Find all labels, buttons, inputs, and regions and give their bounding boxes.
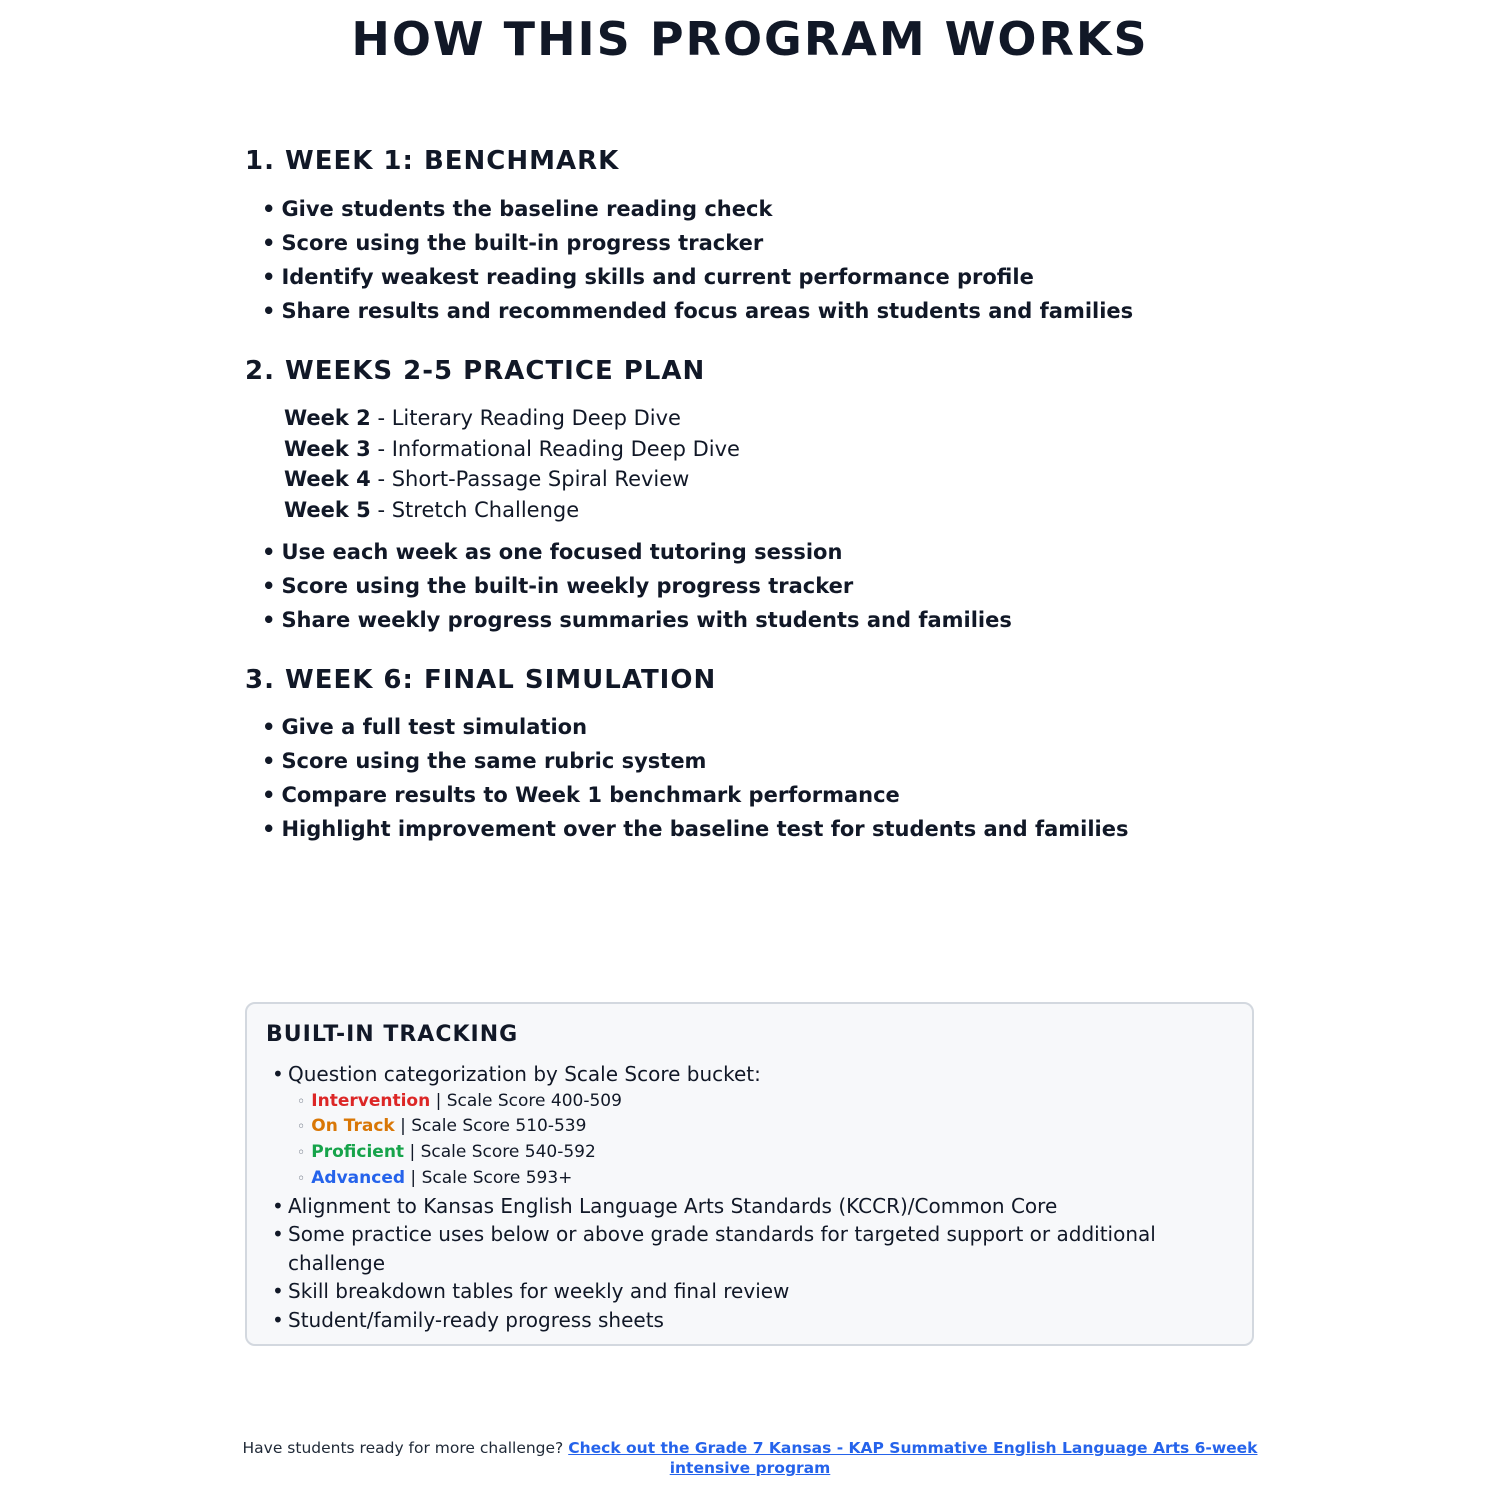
bullet-icon: • [262, 574, 276, 598]
list-item: • Some practice uses below or above grade standards for targeted support or additional challenge [272, 1222, 1156, 1275]
tracking-intro: Question categorization by Scale Score bucket: [288, 1062, 761, 1086]
bullet-icon: • [262, 540, 276, 564]
footer-note [240, 1438, 1260, 1478]
tracking-list [272, 1060, 1232, 1334]
bullet-icon: • [262, 197, 276, 221]
week-item: Week 2 - Literary Reading Deep Dive [284, 406, 681, 430]
bullet-icon: • [272, 1062, 284, 1086]
bucket-item: ◦ On Track | Scale Score 510-539 [297, 1116, 587, 1137]
program-link[interactable]: Check out the Grade 7 Kansas - KAP Summative English Language Arts 6-week intensive program [568, 1439, 1258, 1477]
bullet-icon: • [272, 1193, 284, 1218]
bullet-icon: • [272, 1222, 284, 1247]
list-item: • Identify weakest reading skills and current performance profile [262, 265, 1034, 289]
footer-text: Have students ready for more challenge? [242, 1439, 569, 1457]
list-item [272, 1060, 1232, 1192]
bullet-icon: • [272, 1279, 284, 1304]
ring-bullet-icon: ◦ [297, 1119, 306, 1136]
week-item: Week 4 - Short-Passage Spiral Review [284, 467, 690, 491]
bullet-icon: • [262, 299, 276, 323]
bullet-icon: • [262, 783, 276, 807]
bullet-icon: • [262, 715, 276, 739]
list-item: • Alignment to Kansas English Language Arts Standards (KCCR)/Common Core [272, 1192, 1232, 1221]
list-item: • Student/family-ready progress sheets [272, 1306, 1232, 1335]
bullet-icon: • [262, 608, 276, 632]
section-heading-benchmark: 1. WEEK 1: BENCHMARK [245, 146, 620, 176]
list-item: • Skill breakdown tables for weekly and final review [272, 1277, 1232, 1306]
list-item: • Score using the same rubric system [262, 749, 707, 773]
list-item: • Share weekly progress summaries with students and families [262, 608, 1012, 632]
week-schedule [284, 403, 740, 525]
bucket-item: ◦ Intervention | Scale Score 400-509 [297, 1090, 622, 1111]
list-item: • Give a full test simulation [262, 715, 588, 739]
section-heading-practice-plan: 2. WEEKS 2-5 PRACTICE PLAN [245, 356, 706, 386]
tracking-heading: BUILT-IN TRACKING [266, 1022, 519, 1047]
bullet-icon: • [272, 1307, 284, 1332]
tracking-panel [245, 1002, 1254, 1346]
ring-bullet-icon: ◦ [297, 1093, 306, 1110]
week-item: Week 3 - Informational Reading Deep Dive [284, 436, 740, 461]
bullet-icon: • [262, 265, 276, 289]
list-item: • Highlight improvement over the baseline test for students and families [262, 817, 1129, 841]
bucket-level: On Track [311, 1116, 395, 1137]
bullet-icon: • [262, 817, 276, 841]
bucket-level: Advanced [311, 1167, 406, 1188]
benchmark-list [262, 192, 1133, 328]
bucket-item: ◦ Proficient | Scale Score 540-592 [297, 1142, 596, 1163]
list-item: • Give students the baseline reading check [262, 197, 773, 221]
ring-bullet-icon: ◦ [297, 1145, 306, 1162]
bullet-icon: • [262, 749, 276, 773]
list-item: • Score using the built-in weekly progress tracker [262, 574, 854, 598]
list-item: • Use each week as one focused tutoring session [262, 540, 843, 564]
bullet-icon: • [262, 231, 276, 255]
page-title: HOW THIS PROGRAM WORKS [351, 12, 1149, 66]
bucket-level: Proficient [311, 1142, 405, 1163]
list-item: • Score using the built-in progress tracker [262, 231, 764, 255]
week-item: Week 5 - Stretch Challenge [284, 497, 580, 522]
final-simulation-list [262, 710, 1129, 846]
bucket-item: ◦ Advanced | Scale Score 593+ [297, 1167, 573, 1188]
list-item: • Compare results to Week 1 benchmark performance [262, 783, 900, 807]
bucket-level: Intervention [311, 1090, 431, 1111]
bucket-list [297, 1089, 1232, 1192]
list-item: • Share results and recommended focus areas with students and families [262, 299, 1134, 323]
section-heading-final-simulation: 3. WEEK 6: FINAL SIMULATION [245, 665, 717, 695]
practice-plan-list [262, 535, 1012, 637]
ring-bullet-icon: ◦ [297, 1170, 306, 1187]
